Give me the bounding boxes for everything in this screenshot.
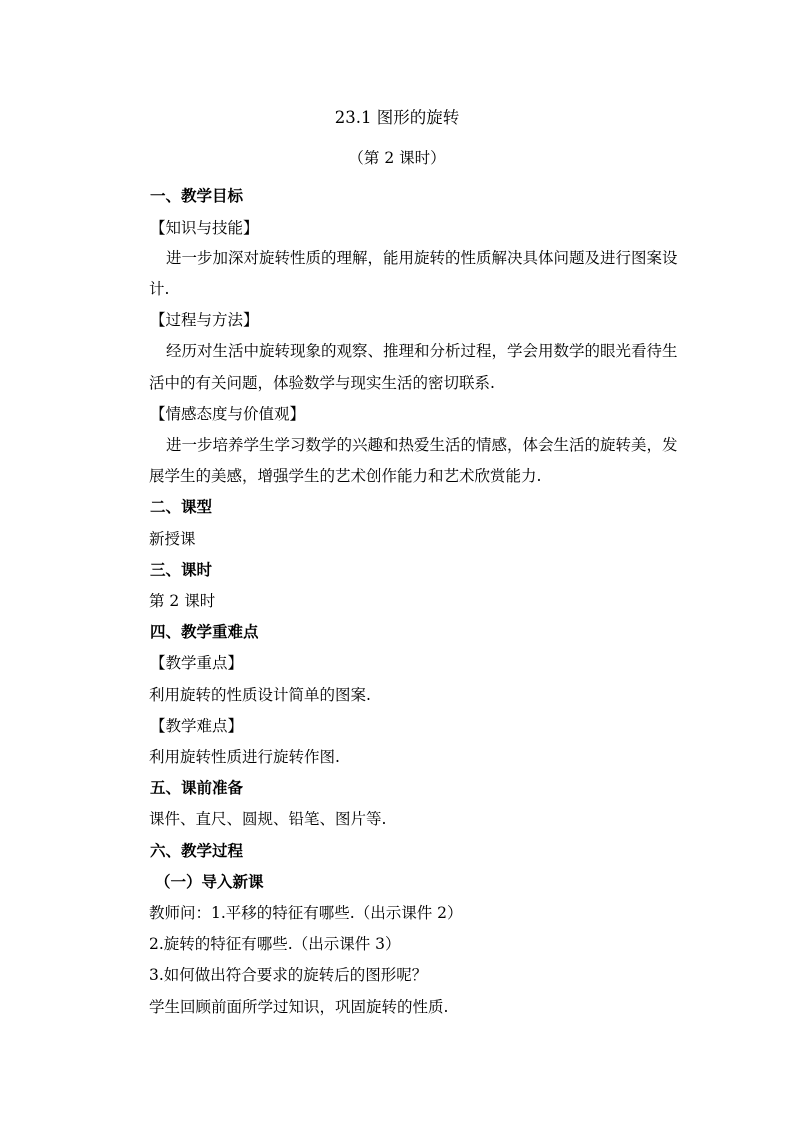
- subheading-key-points: 【教学重点】: [150, 654, 244, 672]
- paragraph-line: 经历对生活中旋转现象的观察、推理和分析过程，学会用数学的眼光看待生: [166, 342, 678, 360]
- subheading-process-method: 【过程与方法】: [150, 311, 259, 329]
- subheading-knowledge-skills: 【知识与技能】: [150, 219, 259, 237]
- paragraph-line: 新授课: [149, 530, 196, 548]
- section-heading-objectives: 一、教学目标: [150, 186, 244, 205]
- paragraph-line: 活中的有关问题，体验数学与现实生活的密切联系.: [149, 374, 495, 392]
- paragraph-line: 教师问：1.平移的特征有哪些.（出示课件 2）: [149, 904, 463, 922]
- paragraph-line: 学生回顾前面所学过知识，巩固旋转的性质.: [149, 998, 449, 1016]
- page-subtitle: （第 2 课时）: [348, 149, 446, 167]
- section-heading-preparation: 五、课前准备: [150, 778, 244, 797]
- paragraph-line: 利用旋转性质进行旋转作图.: [149, 748, 340, 766]
- paragraph-line: 进一步加深对旋转性质的理解，能用旋转的性质解决具体问题及进行图案设: [166, 249, 678, 267]
- paragraph-line: 进一步培养学生学习数学的兴趣和热爱生活的情感，体会生活的旋转美，发: [166, 436, 678, 454]
- paragraph-line: 3.如何做出符合要求的旋转后的图形呢？: [149, 966, 428, 984]
- paragraph-line: 课件、直尺、圆规、铅笔、图片等.: [149, 810, 387, 828]
- subheading-difficult-points: 【教学难点】: [150, 717, 244, 735]
- section-heading-teaching-process: 六、教学过程: [150, 841, 244, 860]
- paragraph-line: 展学生的美感，增强学生的艺术创作能力和艺术欣赏能力.: [149, 467, 542, 485]
- section-heading-key-difficult: 四、教学重难点: [150, 622, 259, 641]
- subheading-introduction: （一）导入新课: [155, 872, 264, 891]
- paragraph-line: 利用旋转的性质设计简单的图案.: [149, 686, 371, 704]
- paragraph-line: 计.: [149, 280, 170, 298]
- paragraph-line: 第 2 课时: [149, 592, 216, 610]
- paragraph-line: 2.旋转的特征有哪些.（出示课件 3）: [149, 935, 401, 953]
- page-title: 23.1 图形的旋转: [334, 108, 460, 127]
- section-heading-class-hours: 三、课时: [150, 560, 213, 579]
- subheading-emotion-values: 【情感态度与价值观】: [150, 405, 306, 423]
- section-heading-lesson-type: 二、课型: [150, 497, 213, 516]
